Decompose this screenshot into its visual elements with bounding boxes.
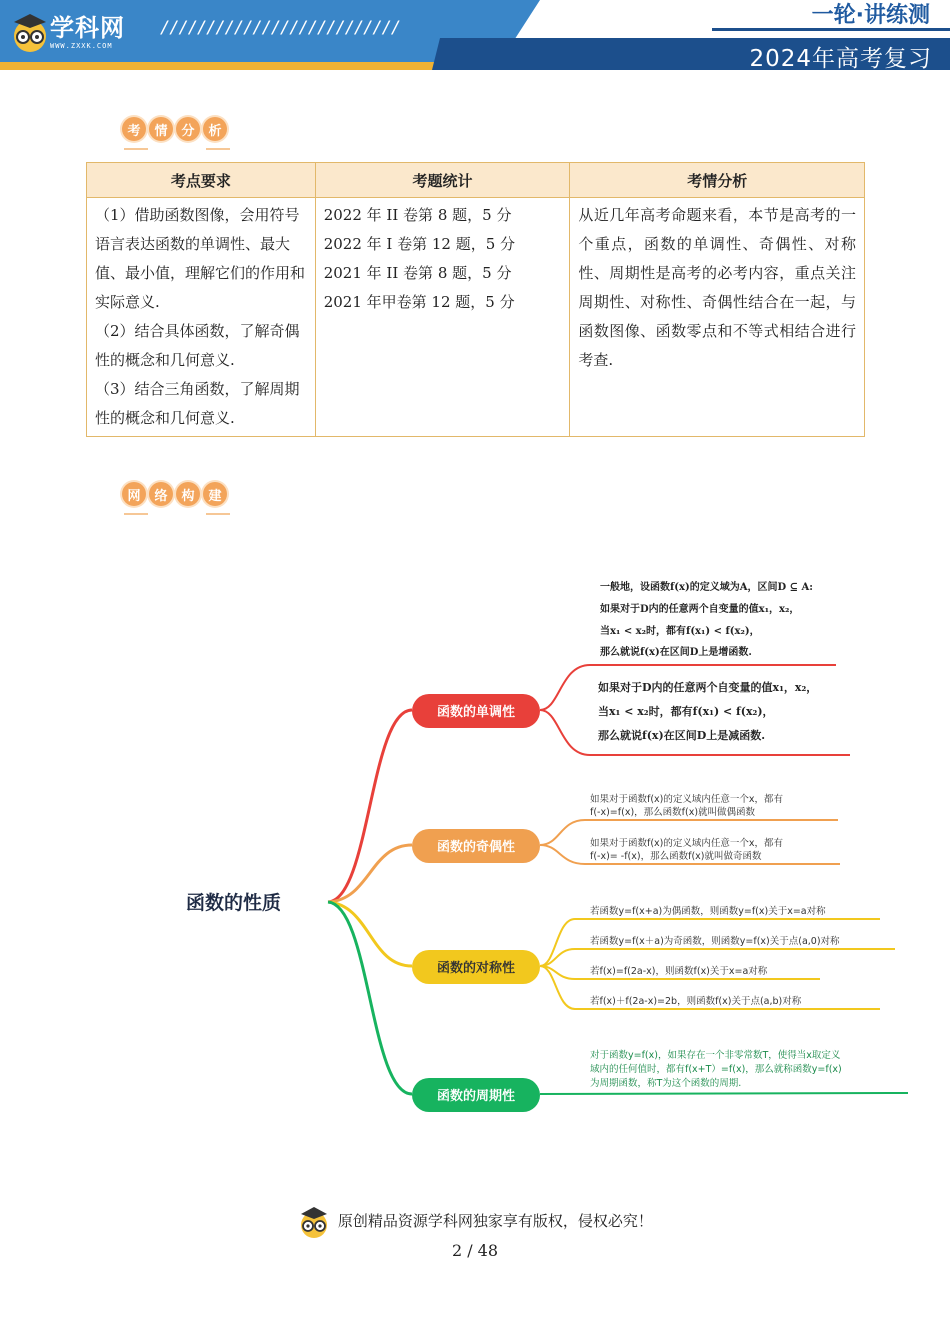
logo-owl-icon: [8, 10, 52, 54]
logo-text: 学科网: [50, 14, 125, 42]
analysis-cell: [570, 198, 865, 437]
stat-item: 2022 年 II 卷第 8 题，5 分: [323, 206, 512, 224]
owl-icon: [297, 1205, 331, 1239]
leaf-text: 若函数y=f(x＋a)为奇函数，则函数y=f(x)关于点(a,0)对称: [590, 936, 840, 947]
mind-map: [0, 560, 950, 1120]
leaf-connector: [540, 1093, 908, 1094]
leaf-text: 那么就说f(x)在区间D上是减函数.: [598, 729, 766, 742]
leaf-text: 一般地，设函数f(x)的定义域为A，区间D ⊆ A:: [600, 582, 813, 593]
badge-underline: [124, 148, 148, 150]
table-row: [87, 198, 865, 437]
series-name: 一轮·讲练测: [811, 3, 930, 28]
stat-item: 2022 年 I 卷第 12 题，5 分: [323, 235, 516, 253]
leaf-text: 如果对于D内的任意两个自变量的值x₁，x₂，: [600, 604, 800, 615]
page-number: 2 / 48: [451, 1241, 499, 1260]
column-header: 考点要求: [87, 163, 316, 198]
badge-char: 情: [149, 117, 173, 141]
badge-char: 析: [203, 117, 227, 141]
branch-connector: [328, 902, 412, 1094]
header-decoration: //////////////////////////: [160, 18, 401, 38]
stat-item: 2021 年 II 卷第 8 题，5 分: [323, 264, 512, 282]
requirement-item: （3）结合三角函数，了解周期性的概念和几何意义.: [95, 380, 300, 427]
badge-char: 考: [122, 117, 146, 141]
page-footer: [0, 1205, 950, 1239]
branch-label-periodicity: 函数的周期性: [436, 1089, 516, 1104]
leaf-text: 域内的任何值时，都有f(x+T）=f(x)，那么就称函数y=f(x): [590, 1064, 842, 1075]
mindmap-root: 函数的性质: [186, 892, 282, 914]
branch-label-symmetry: 函数的对称性: [436, 961, 516, 976]
badge-char: 络: [149, 482, 173, 506]
leaf-text: 那么就说f(x)在区间D上是增函数.: [600, 647, 752, 658]
badge-char: 构: [176, 482, 200, 506]
column-header: 考题统计: [315, 163, 570, 198]
header-title: 2024年高考复习: [749, 46, 932, 72]
stat-item: 2021 年甲卷第 12 题，5 分: [323, 293, 515, 311]
leaf-text: 如果对于D内的任意两个自变量的值x₁，x₂，: [598, 681, 818, 694]
column-header: 考情分析: [570, 163, 865, 198]
leaf-text: 若函数y=f(x+a)为偶函数，则函数y=f(x)关于x=a对称: [590, 906, 826, 917]
badge-underline: [206, 148, 230, 150]
requirement-item: （2）结合具体函数，了解奇偶性的概念和几何意义.: [95, 322, 300, 369]
leaf-connector: [540, 949, 895, 966]
requirement-item: （1）借助函数图像，会用符号语言表达函数的单调性、最大值、最小值，理解它们的作用和实际意义.: [95, 206, 306, 311]
badge-char: 网: [122, 482, 146, 506]
leaf-text: f(-x)=f(x)，那么函数f(x)就叫做偶函数: [590, 807, 756, 818]
leaf-text: 对于函数y=f(x)，如果存在一个非零常数T，使得当x取定义: [590, 1050, 841, 1061]
badge-underline: [206, 513, 230, 515]
network-section-badge: [122, 482, 227, 506]
leaf-text: 如果对于函数f(x)的定义域内任意一个x，都有: [590, 794, 784, 805]
leaf-text: 如果对于函数f(x)的定义域内任意一个x，都有: [590, 838, 784, 849]
analysis-text: 从近几年高考命题来看，本节是高考的一个重点，函数的单调性、奇偶性、对称性、周期性是高考的必考内容，重点关注周期性、对称性、奇偶性结合在一起，与函数图像、函数零点和不等式相结合进行考查.: [578, 206, 856, 369]
page-header: [0, 0, 950, 75]
leaf-text: 当x₁ < x₂时，都有f(x₁) < f(x₂)，: [600, 626, 760, 637]
badge-underline: [124, 513, 148, 515]
analysis-section-badge: [122, 117, 227, 141]
stats-cell: [315, 198, 570, 437]
leaf-text: 为周期函数，称T为这个函数的周期.: [590, 1078, 742, 1089]
leaf-text: 当x₁ < x₂时，都有f(x₁) < f(x₂)，: [598, 705, 774, 718]
badge-char: 分: [176, 117, 200, 141]
copyright-notice: 原创精品资源学科网独家享有版权，侵权必究！: [337, 1212, 653, 1230]
requirements-cell: [87, 198, 316, 437]
leaf-text: 若f(x)=f(2a-x)，则函数f(x)关于x=a对称: [590, 966, 768, 977]
leaf-text: 若f(x)＋f(2a-x)=2b，则函数f(x)关于点(a,b)对称: [590, 996, 802, 1007]
branch-label-monotonicity: 函数的单调性: [436, 705, 516, 720]
branch-label-parity: 函数的奇偶性: [436, 840, 516, 855]
leaf-text: f(-x)= -f(x)，那么函数f(x)就叫做奇函数: [590, 851, 762, 862]
exam-analysis-table: [86, 162, 865, 437]
table-header-row: [87, 163, 865, 198]
logo-url: WWW.ZXXK.COM: [50, 42, 113, 50]
badge-char: 建: [203, 482, 227, 506]
